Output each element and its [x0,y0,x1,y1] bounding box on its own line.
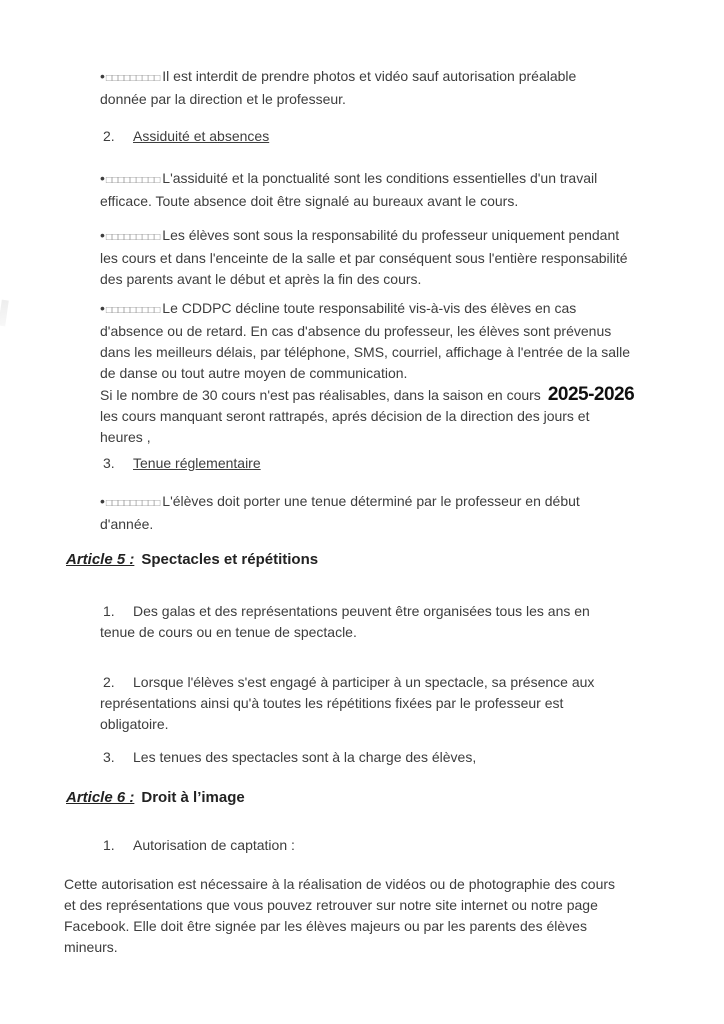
document-content [64,0,704,958]
item-number: 2. [103,674,115,690]
bullet-item-responsabilite [64,225,704,290]
bullet-line [100,298,704,321]
bullet-text: Les élèves sont sous la responsabilité du professeur uniquement pendant [162,227,620,243]
bullet-line [100,384,704,406]
bullet-line [100,491,704,514]
bullet-item-tenue [64,491,704,535]
bullet-text: efficace. Toute absence doit être signalé au bureaux avant le cours. [100,193,519,209]
bullet-line [100,514,704,535]
missing-glyph-boxes: □□□□□□□□□ [105,232,161,243]
bullet-text: d'année. [100,516,154,532]
numbered-line [103,672,704,693]
section-heading-tenue [64,453,704,474]
bullet-line [100,168,704,191]
bullet-text: les cours et dans l'enceinte de la salle et par conséquent sous l'entière responsabilité [100,250,628,266]
bullet-item-cddpc [64,298,704,448]
numbered-item-captation [64,835,704,856]
bullet-text: de danse ou tout autre moyen de communication. [100,365,408,381]
bullet-text: les cours manquant seront rattrapés, aprés décision de la direction des jours et [100,408,590,424]
bullet-line [100,248,704,269]
bullet-text: Si le nombre de 30 cours n'est pas réalisables, dans la saison en cours [100,387,541,403]
item-number: 1. [103,837,115,853]
bullet-line [100,427,704,448]
item-text: Les tenues des spectacles sont à la charge des élèves, [133,749,477,765]
item-text: obligatoire. [100,716,169,732]
numbered-item-galas [64,601,704,643]
item-text: Lorsque l'élèves s'est engagé à participer à un spectacle, sa présence aux [133,674,595,690]
missing-glyph-boxes: □□□□□□□□□ [105,498,161,509]
article-line [66,549,704,571]
bullet-text: Le CDDPC décline toute responsabilité vis-à-vis des élèves en cas [162,300,577,316]
missing-glyph-boxes: □□□□□□□□□ [105,175,161,186]
article-title: Spectacles et répétitions [141,551,319,568]
heading-line [103,453,704,474]
bullet-line [100,363,704,384]
bullet-marker: • [100,300,105,316]
bullet-text: heures , [100,429,151,445]
paragraph-autorisation [64,874,704,958]
item-text: Autorisation de captation : [133,837,295,853]
section-number: 3. [103,455,115,471]
paragraph-line [64,874,704,895]
bullet-marker: • [100,227,105,243]
section-title: Assiduité et absences [133,128,270,144]
bullet-text: L'élèves doit porter une tenue déterminé par le professeur en début [162,493,580,509]
article-title: Droit à l’image [141,789,245,806]
scan-artifact [0,300,9,327]
numbered-line [103,747,704,768]
bullet-marker: • [100,170,105,186]
bullet-marker: • [100,68,105,84]
item-text: tenue de cours ou en tenue de spectacle. [100,624,357,640]
article-label: Article 5 : [66,551,135,568]
bullet-line [100,406,704,427]
section-heading-assiduite [64,126,704,147]
bullet-marker: • [100,493,105,509]
bullet-line [100,269,704,290]
item-text: Des galas et des représentations peuvent être organisées tous les ans en [133,603,590,619]
missing-glyph-boxes: □□□□□□□□□ [105,73,161,84]
paragraph-text: mineurs. [64,939,118,955]
numbered-line [103,835,704,856]
bullet-line [100,89,704,110]
bullet-item-assiduite [64,168,704,212]
missing-glyph-boxes: □□□□□□□□□ [105,305,161,316]
bullet-line [100,225,704,248]
bullet-text: donnée par la direction et le professeur. [100,91,346,107]
bullet-item-photos [64,66,704,110]
article-label: Article 6 : [66,789,135,806]
paragraph-line [64,895,704,916]
numbered-item-tenues [64,747,704,768]
paragraph-text: et des représentations que vous pouvez retrouver sur notre site internet ou notre page [64,897,598,913]
section-title: Tenue réglementaire [133,455,261,471]
bullet-text: L'assiduité et la ponctualité sont les conditions essentielles d'un travail [162,170,598,186]
paragraph-text: Cette autorisation est nécessaire à la réalisation de vidéos ou de photographie des cours [64,876,616,892]
paragraph-line [64,937,704,958]
article-5-heading [66,549,704,571]
numbered-line [103,601,704,622]
bullet-line [100,191,704,212]
bullet-text: des parents avant le début et après la fin des cours. [100,271,422,287]
numbered-item-spectacle [64,672,704,735]
numbered-line [100,693,704,714]
paragraph-text: Facebook. Elle doit être signée par les élèves majeurs ou par les parents des élèves [64,918,587,934]
article-6-heading [66,787,704,809]
heading-line [103,126,704,147]
item-number: 3. [103,749,115,765]
item-number: 1. [103,603,115,619]
bullet-line [100,342,704,363]
bullet-text: d'absence ou de retard. En cas d'absence du professeur, les élèves sont prévenus [100,323,612,339]
bullet-text: Il est interdit de prendre photos et vidéo sauf autorisation préalable [162,68,577,84]
article-line [66,787,704,809]
bullet-text: dans les meilleurs délais, par téléphone, SMS, courriel, affichage à l'entrée de la salle [100,344,631,360]
numbered-line [100,714,704,735]
paragraph-line [64,916,704,937]
numbered-line [100,622,704,643]
section-number: 2. [103,128,115,144]
bullet-line [100,66,704,89]
season-year-highlight: 2025-2026 [547,384,635,405]
bullet-line [100,321,704,342]
item-text: représentations ainsi qu'à toutes les répétitions fixées par le professeur est [100,695,564,711]
